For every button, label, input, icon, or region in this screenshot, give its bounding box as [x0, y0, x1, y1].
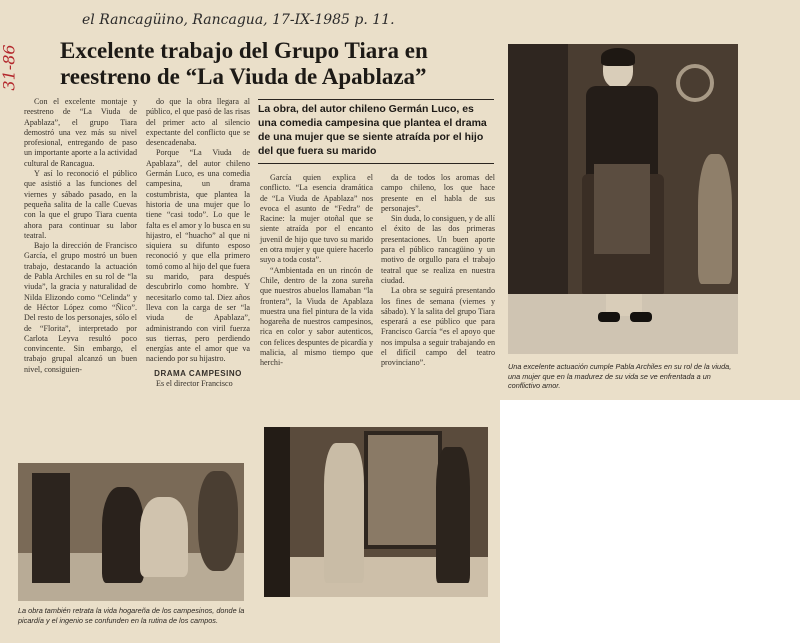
deck-bottom-rule: [258, 163, 494, 164]
plant: [698, 154, 732, 284]
article-column-4: [381, 173, 495, 369]
figure-seated-left: [102, 487, 144, 583]
column-3-paragraph: “Ambientada en un rincón de Chile, dentro de la zona sureña que nuestros abuelos llamaban “la frontera”, la Viuda de Apablaza muestra una fiel pintura de la vida hogareña de nuestros campesinos, rica en color y sabor autenticos, con felices despuntes de picardía y malicia, al mismo tiempo que herchi-: [260, 265, 373, 368]
section-subhead: DRAMA CAMPESINO: [154, 368, 242, 378]
wall-wreath: [676, 64, 714, 102]
column-2-paragraph: Es el director Francisco: [156, 379, 233, 389]
photo-left-caption: La obra también retrata la vida hogareña de los campesinos, donde la picardía y el ingenio se confunden en la rutina de los campos.: [18, 606, 245, 625]
column-4-paragraph: La obra se seguirá presentando los fines de semana (viernes y sábado). Y la salita del grupo Tiara esperará a ese público que para Francisco García “es el apoyo que nos impulsa a seguir trabajando en el difícil campo del teatro provinciano”.: [381, 286, 495, 368]
curtain-left: [264, 427, 290, 597]
deck-top-rule: [258, 99, 494, 100]
actress-hair: [601, 48, 635, 66]
main-photo: [508, 44, 738, 354]
main-photo-caption: Una excelente actuación cumple Pabla Archiles en su rol de la viuda, una mujer que en la madurez de su vida se ve enfrentada a un conflictivo amor.: [508, 362, 732, 390]
handwritten-dateline: el Rancagüino, Rancagua, 17-IX-1985 p. 11.: [82, 12, 395, 28]
stage-curtain: [508, 44, 568, 294]
actress-standing: [436, 447, 470, 583]
column-2-paragraph: Porque “La Viuda de Apablaza”, del autor chileno Germán Luco, es una comedia campesina, un drama costumbrista, que plantea la historia de una mujer que lo tiene “casi todo”. Lo que le falta es el amor y lo busca en su hijastro, el “huacho” al que ni siquiera su difunto esposo reconoció y que ella primero tomó como al hijo del que fuera su marido, para después descubrirlo como hombre. Y necesitarlo como tal. Diez años lleva con la carga de ser “la viuda de Apablaza”, administrando con viril fuerza sus tierras, pero perdiendo energías ante el amor que va naciendo por su hijastro.: [146, 148, 250, 364]
article-column-3: [260, 173, 373, 369]
actor-standing: [324, 443, 364, 583]
doorway: [32, 473, 70, 583]
article-deck: La obra, del autor chileno Germán Luco, es una comedia campesina que plantea el drama de una mujer que se siente atraída por el hijo del que fuera su marido: [258, 103, 487, 157]
photo-middle: [264, 427, 488, 597]
article-column-2: [146, 97, 250, 389]
actress-body: [586, 86, 658, 176]
column-4-paragraph: Sin duda, lo consiguen, y de allí el éxito de las dos primeras presentaciones. Un buen aporte para el público rancagüino y un motivo de orgullo para el trabajo teatral que se realiza en nuestra ciudad.: [381, 214, 495, 285]
photo-left: [18, 463, 244, 601]
article-headline: Excelente trabajo del Grupo Tiara en reestreno de “La Viuda de Apablaza”: [60, 38, 428, 89]
figure-seated-right: [140, 497, 188, 577]
column-2-paragraph: do que la obra llegara al público, el que pasó de las risas del primer acto al silencio expectante del conflicto que se desencadenaba.: [146, 97, 250, 148]
window-frame: [364, 431, 442, 549]
column-3-paragraph: García quien explica el conflicto. “La esencia dramática de “La Viuda de Apablaza” nos evoca el asunto de “Fedra” de Racine: la mujer otoñal que se siente atraída por el encanto juvenil de hijo que tuvo su marido en otra mujer y que quiere hacerlo suyo a toda costa”.: [260, 173, 373, 265]
plant-left: [198, 471, 238, 571]
actress-apron: [594, 164, 650, 254]
column-4-paragraph: da de todos los aromas del campo chileno, los que hace presente en el habla de sus personajes”.: [381, 173, 495, 213]
column-1-paragraph: Con el excelente montaje y reestreno de “La Viuda de Apablaza”, el grupo Tiara demostró una vez más su nivel profesional, entregando de paso un importante aporte a la actividad cultural de Rancagua.: [24, 97, 137, 168]
actress-shoe-left: [598, 312, 620, 322]
handwritten-margin-note: 31-86: [0, 44, 19, 91]
article-column-1: [24, 97, 137, 375]
column-1-paragraph: Y así lo reconoció el público que asistió a las funciones del viernes y sábado pasado, en la pequeña salita de la calle Cuevas con la que el grupo Tiara cuenta ahora para continuar su labor teatral.: [24, 169, 137, 240]
column-1-paragraph: Bajo la dirección de Francisco García, el grupo mostró un buen trabajo, destacando la actuación de Pabla Archiles en su rol de “la viuda”, la gracia y naturalidad de Nilda Elizondo como “Celinda” y de Héctor López como “Ñico”. Del resto de los personajes, sólo el de “Florita”, interpretado por Carlota Leyva resultó poco convincente. Sin embargo, el trabajo grupal alcanzó un buen nivel, consiguien-: [24, 241, 137, 374]
actress-shoe-right: [630, 312, 652, 322]
